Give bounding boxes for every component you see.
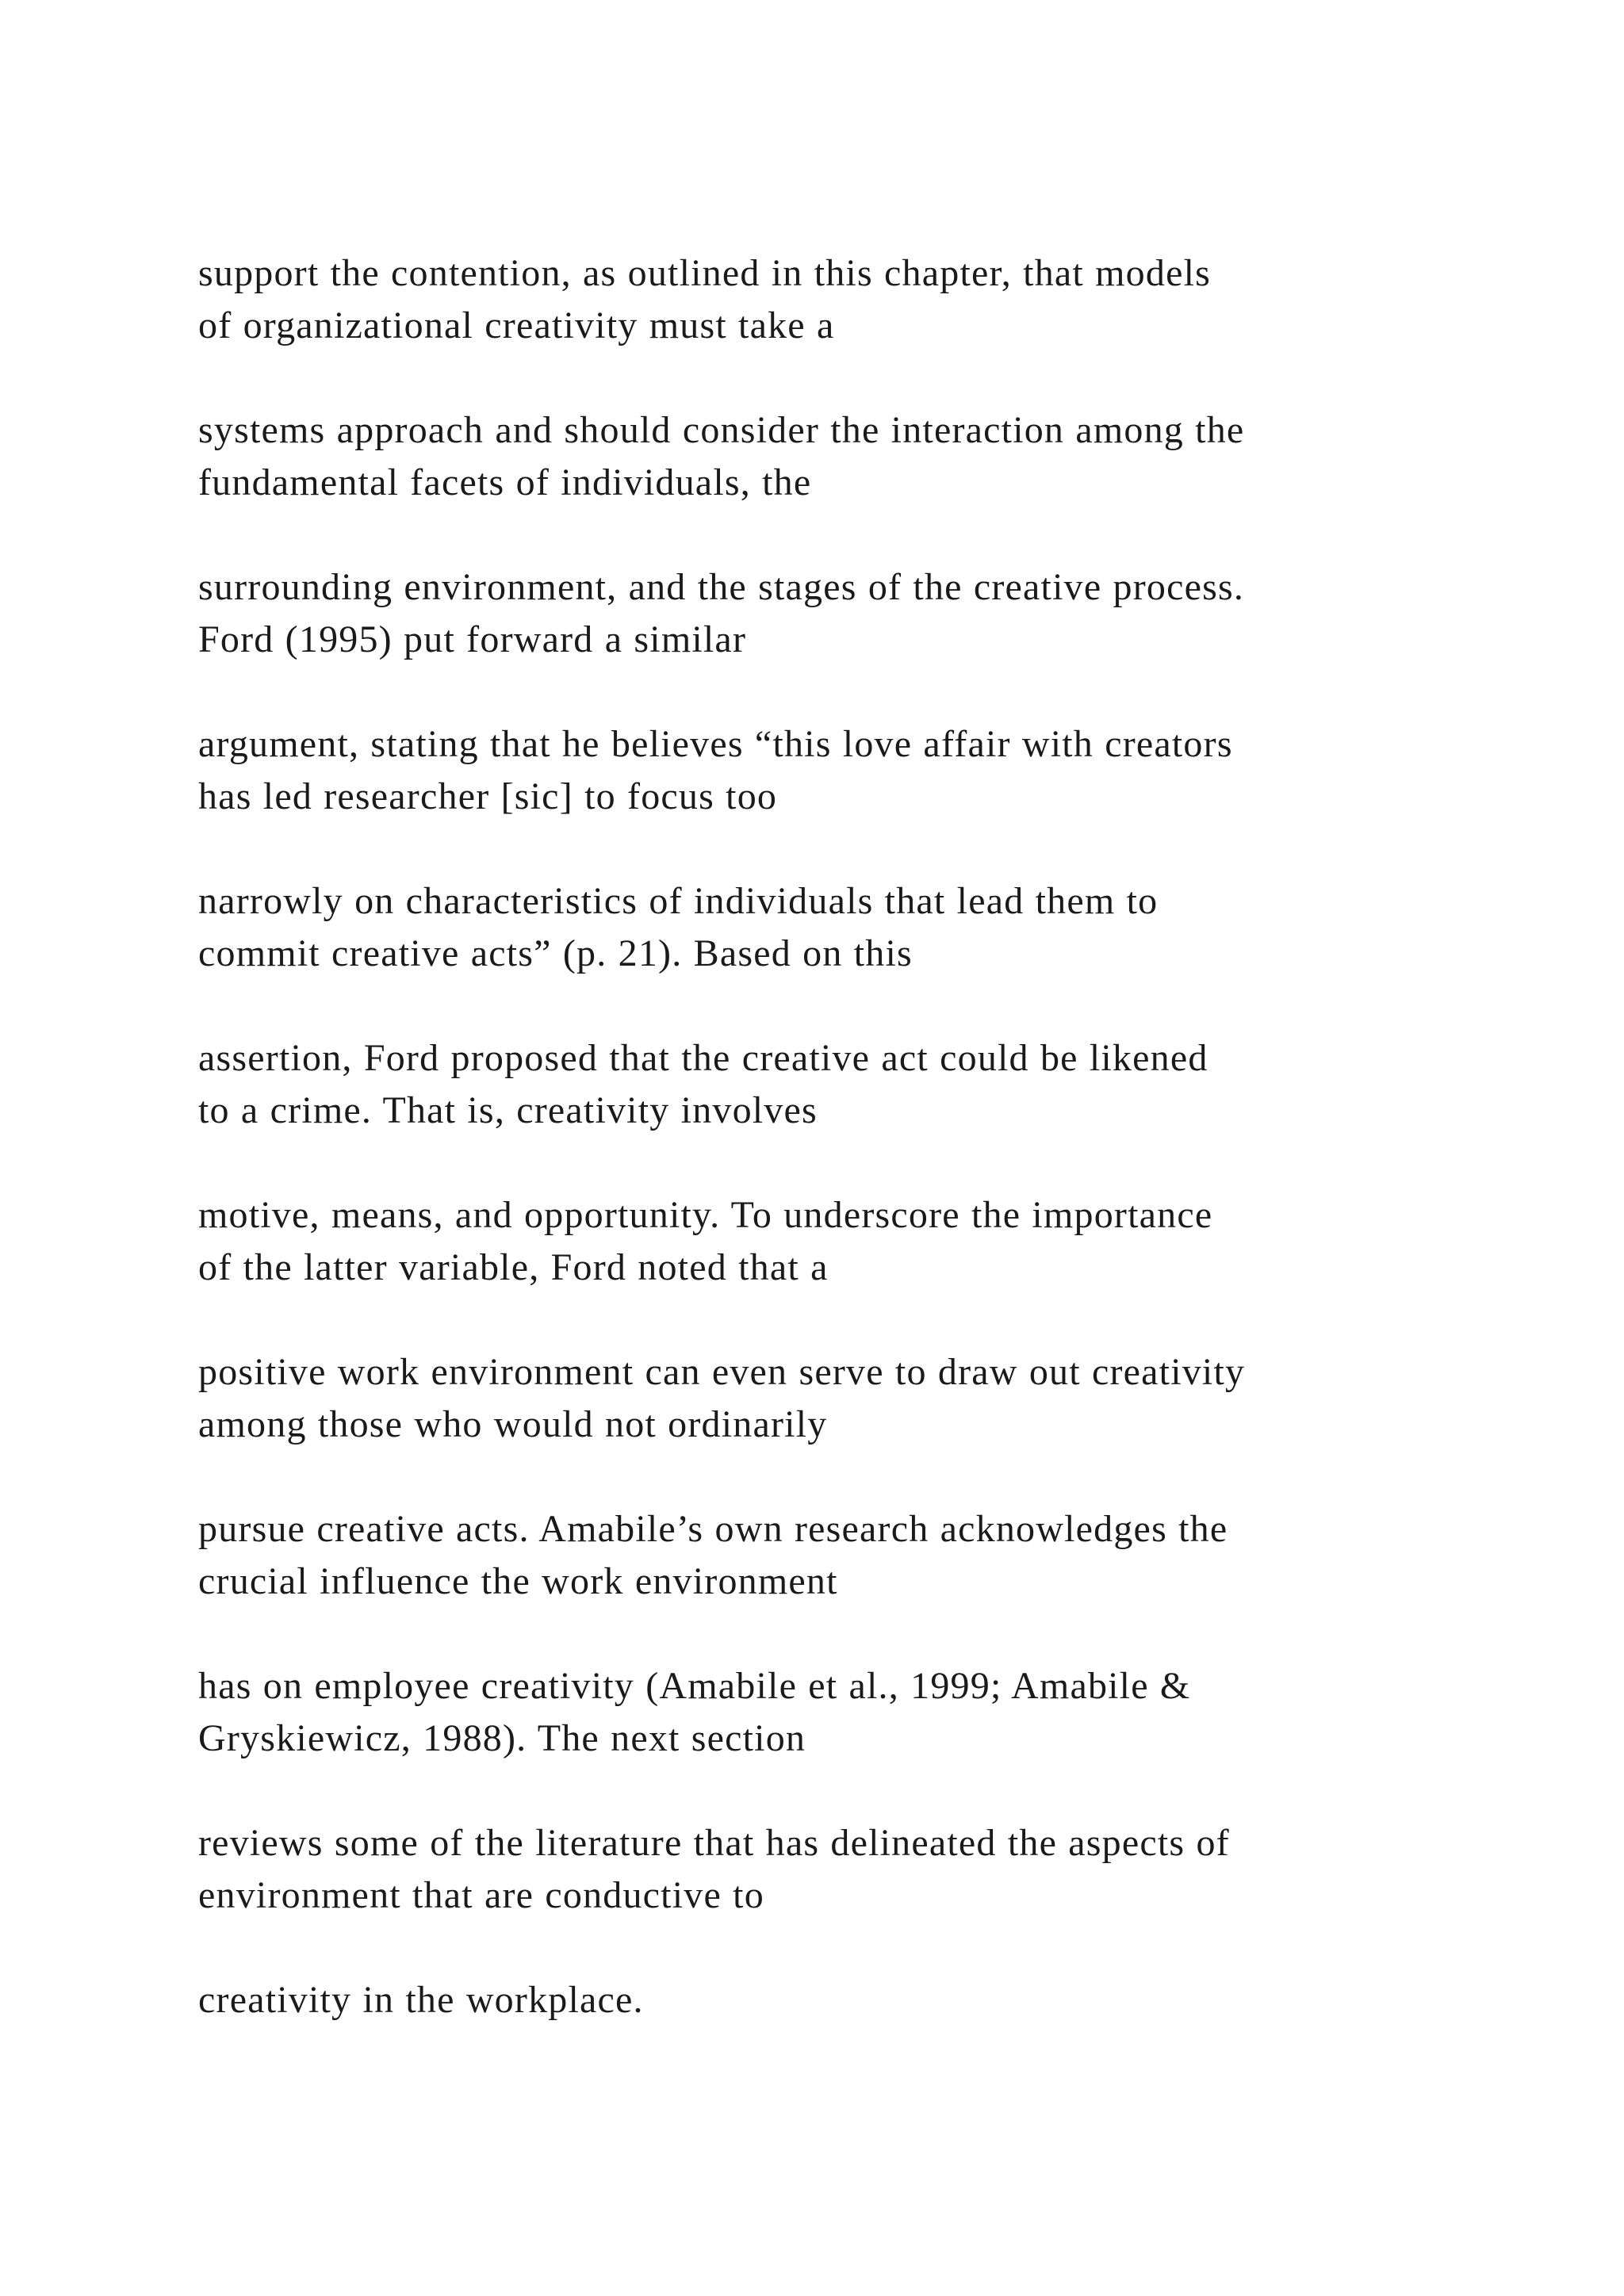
body-text — [198, 247, 1499, 2079]
text-line: among those who would not ordinarily — [198, 1403, 828, 1445]
paragraph-5 — [198, 875, 1499, 980]
text-line: pursue creative acts. Amabile’s own research acknowledges the — [198, 1508, 1228, 1550]
paragraph-4 — [198, 718, 1499, 823]
text-line: positive work environment can even serve to draw out creativity — [198, 1351, 1246, 1393]
text-line: fundamental facets of individuals, the — [198, 461, 812, 503]
text-line: creativity in the workplace. — [198, 1979, 644, 2021]
text-line: environment that are conductive to — [198, 1874, 764, 1916]
text-line: of the latter variable, Ford noted that a — [198, 1246, 829, 1288]
text-line: surrounding environment, and the stages of the creative process. — [198, 566, 1245, 608]
text-line: reviews some of the literature that has delineated the aspects of — [198, 1822, 1230, 1864]
paragraph-9 — [198, 1503, 1499, 1608]
paragraph-7 — [198, 1189, 1499, 1294]
text-line: motive, means, and opportunity. To underscore the importance — [198, 1194, 1213, 1236]
paragraph-8 — [198, 1346, 1499, 1451]
text-line: crucial influence the work environment — [198, 1560, 838, 1602]
text-line: has led researcher [sic] to focus too — [198, 775, 778, 817]
text-line: support the contention, as outlined in this chapter, that models — [198, 252, 1211, 294]
text-line: commit creative acts” (p. 21). Based on this — [198, 932, 913, 974]
paragraph-12 — [198, 1974, 1499, 2026]
text-line: to a crime. That is, creativity involves — [198, 1089, 818, 1131]
paragraph-6 — [198, 1032, 1499, 1137]
text-line: has on employee creativity (Amabile et al., 1999; Amabile & — [198, 1665, 1191, 1707]
text-line: Ford (1995) put forward a similar — [198, 618, 747, 660]
paragraph-10 — [198, 1660, 1499, 1765]
text-line: narrowly on characteristics of individuals that lead them to — [198, 880, 1159, 922]
paragraph-3 — [198, 561, 1499, 666]
paragraph-1 — [198, 247, 1499, 352]
text-line: argument, stating that he believes “this love affair with creators — [198, 723, 1233, 765]
text-line: assertion, Ford proposed that the creative act could be likened — [198, 1037, 1208, 1079]
text-line: of organizational creativity must take a — [198, 304, 835, 346]
paragraph-2 — [198, 404, 1499, 509]
text-line: systems approach and should consider the interaction among the — [198, 409, 1245, 451]
text-line: Gryskiewicz, 1988). The next section — [198, 1717, 806, 1759]
paragraph-11 — [198, 1817, 1499, 1922]
